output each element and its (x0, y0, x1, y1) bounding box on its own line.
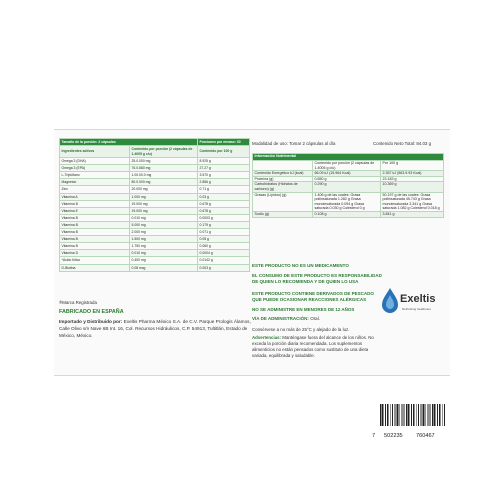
made-in: FABRICADO EN ESPAÑA (59, 309, 124, 315)
col-ingredients: Ingredientes activos (60, 146, 130, 158)
col-portion: Contenido por porción (2 cápsulas de 1.4005 g c/u) (313, 161, 381, 171)
cell-portion: 0.108 g (313, 211, 381, 217)
cell-name: Vitamina B (60, 221, 130, 228)
table-row (60, 250, 250, 257)
cell-per100: 8.925 g (198, 158, 250, 165)
cell-name: Vitamina B (60, 200, 130, 207)
net-content: Contenido Neto Total: 84.03 g (373, 141, 432, 146)
cell-name: D-Biotina (60, 264, 130, 271)
supplement-table (59, 138, 250, 272)
cell-portion: 19.000 mg (130, 207, 198, 214)
cell-per100: 50.197 g de las cuales: Grasa poliinsaturada 45.743 g Grasa monoinsaturada 3.341 g Grasa saturada 1.082 g Colesterol 0.018 g (381, 192, 444, 211)
cell-portion: 1.00.00.0 mg (130, 172, 198, 179)
cell-portion: 25.0.000 mg (130, 158, 198, 165)
cell-per100: 0.03 g (198, 193, 250, 200)
cell-per100: 0.678 g (198, 200, 250, 207)
cell-name: Vitamina B (60, 229, 130, 236)
cell-name: *Ácido fólico (60, 257, 130, 264)
table-row (60, 179, 250, 186)
cell-portion: 66.09 kJ (15.964 Kcal) (313, 171, 381, 177)
cell-portion: 80.0.000 mg (130, 179, 198, 186)
cell-portion: 0.08 mcg (130, 264, 198, 271)
admin-route (252, 316, 382, 322)
cell-name: Vitamina E (60, 207, 130, 214)
col-per-100: Contenido por 100 g (198, 146, 250, 158)
warnings-block (252, 335, 380, 359)
importer-label: Importado y Distribuido por: (59, 319, 123, 324)
admin-value: Oral. (310, 316, 320, 321)
cell-per100: 0.071 g (198, 229, 250, 236)
cell-name: Omega 3 (DHA) (60, 158, 130, 165)
cell-portion: 76.0.680 mg (130, 165, 198, 172)
table-row (253, 192, 444, 211)
bottom-divider (54, 375, 450, 376)
cell-per100: 23.183 g (381, 176, 444, 182)
cell-per100: 10.369 g (381, 182, 444, 192)
col-per-portion: Contenido por porción (2 cápsulas de 1.4005 g c/u) (130, 146, 198, 158)
warnings-text: Manténgase fuera del alcance de los niños. No exceda la porción diaria recomendada. Los suplementos alimenticios no están pensados como sustituto de una dieta variada, equilibrada y saludable. (252, 335, 374, 358)
logo-drop-icon (380, 286, 400, 316)
col-100g: Por 100 g (381, 161, 444, 171)
portions-per-package: Porciones por envase: 30 (198, 139, 250, 146)
importer-address (59, 318, 259, 340)
cell-name: Zinc (60, 186, 130, 193)
warning-responsibility: EL CONSUMO DE ESTE PRODUCTO ES RESPONSABILIDAD DE QUIEN LO RECOMIENDA Y DE QUIEN LO USA (252, 273, 382, 285)
cell-per100: 2.856 g (198, 179, 250, 186)
cell-name: Sodio (g) (253, 211, 313, 217)
nutrition-header: Información Nutrimental (253, 154, 444, 161)
cell-name: Proteína (g) (253, 176, 313, 182)
warning-fish-allergy: ESTE PRODUCTO CONTIENE DERIVADOS DE PESCADO QUE PUEDE OCASIONAR REACCIONES ALÉRGICAS (252, 291, 374, 303)
barcode-digit-2: 502235 (384, 433, 403, 439)
cell-per100: 0.0142 g (198, 257, 250, 264)
cell-per100: 0.003 g (198, 264, 250, 271)
registered-mark: ®Marca Registrada (59, 300, 97, 305)
admin-label: VÍA DE ADMINISTRACIÓN: (252, 316, 309, 321)
table-row (253, 211, 444, 217)
logo-tagline: Rethinking healthcare (402, 307, 432, 311)
serving-size: Tamaño de la porción: 2 cápsulas (60, 139, 198, 146)
table-row (60, 200, 250, 207)
table-row (253, 182, 444, 192)
cell-name: Omega 3 (EPA) (60, 165, 130, 172)
cell-portion: 0.650 g (313, 176, 381, 182)
importer-text: Exeltis Pharma México S.A. de C.V. Parque Prologis Álamos, Calle Olivo s/n Nave 6B Int. 16, Col. Recursos Hidráulicos, C.P. 54913, Tultitlán, Estado de México, México. (59, 319, 251, 339)
cell-per100: 3.841 g (381, 211, 444, 217)
barcode-digit-1: 7 (372, 433, 376, 439)
cell-name: Contenido Energético kJ (kcal) (253, 171, 313, 177)
table-row (60, 264, 250, 271)
cell-per100: 0.71 g (198, 186, 250, 193)
cell-name: Vitamina B (60, 214, 130, 221)
usage-mode: Modalidad de uso: Tomar 2 cápsulas al día (252, 141, 336, 146)
table-row (60, 257, 250, 264)
cell-name: Grasas (Lípidos) (g) (253, 192, 313, 211)
table-row (60, 158, 250, 165)
cell-per100: 0.179 g (198, 221, 250, 228)
cell-portion: 0.010 mg (130, 250, 198, 257)
cell-name: Vitamina D (60, 250, 130, 257)
cell-name: Vitamina B (60, 236, 130, 243)
table-row (253, 171, 444, 177)
cell-per100: 2.357 kJ (563.9.93 Kcal) (381, 171, 444, 177)
cell-per100: 0.0004 g (198, 250, 250, 257)
cell-portion: 20.000 mg (130, 186, 198, 193)
cell-name: Vitamina A (60, 193, 130, 200)
table-row (60, 229, 250, 236)
barcode-digit-3: 760467 (416, 433, 435, 439)
warning-not-medicine: ESTE PRODUCTO NO ES UN MEDICAMENTO (252, 263, 349, 268)
table-row (60, 236, 250, 243)
top-divider (54, 129, 450, 130)
table-row (60, 214, 250, 221)
cell-portion: 19.000 mg (130, 200, 198, 207)
table-row (60, 221, 250, 228)
cell-portion: 1.750 mg (130, 243, 198, 250)
cell-portion: 1.406 g de las cuales: Grasa poliinsaturada 1.282 g Grasa monoinsaturada 0.094 g Grasa saturada 0.030 g Colesterol 0 g (313, 192, 381, 211)
table-row (60, 186, 250, 193)
table-row (60, 172, 250, 179)
cell-name: L-Triptófano (60, 172, 130, 179)
warnings-label: Advertencias: (252, 335, 282, 340)
cell-per100: 3.570 g (198, 172, 250, 179)
cell-portion: 0.010 mg (130, 214, 198, 221)
table-row (60, 207, 250, 214)
exeltis-logo (380, 286, 446, 320)
nutrition-table (252, 153, 444, 218)
col-blank (253, 161, 313, 171)
cell-portion: 0.400 mg (130, 257, 198, 264)
table-row (60, 193, 250, 200)
warning-age: NO SE ADMINISTRE EN MENORES DE 12 AÑOS (252, 307, 355, 312)
cell-portion: 1.500 mg (130, 236, 198, 243)
cell-per100: 0.05 g (198, 236, 250, 243)
cell-per100: 27.27 g (198, 165, 250, 172)
logo-text: Exeltis (400, 293, 436, 305)
cell-per100: 0.0003 g (198, 214, 250, 221)
cell-per100: 0.678 g (198, 207, 250, 214)
table-row (60, 243, 250, 250)
cell-name: Magnesio (60, 179, 130, 186)
table-row (60, 165, 250, 172)
cell-portion: 0.290 g (313, 182, 381, 192)
cell-name: Vitamina B (60, 243, 130, 250)
barcode-icon (380, 404, 446, 426)
cell-portion: 2.000 mg (130, 229, 198, 236)
cell-portion: 5.000 mg (130, 221, 198, 228)
cell-portion: 1.000 mg (130, 193, 198, 200)
cell-per100: 0.060 g (198, 243, 250, 250)
storage-text: Consérvese a no más de 25°C y alejado de la luz. (252, 327, 350, 332)
cell-name: Carbohidratos (Hidratos de carbono) (g) (253, 182, 313, 192)
